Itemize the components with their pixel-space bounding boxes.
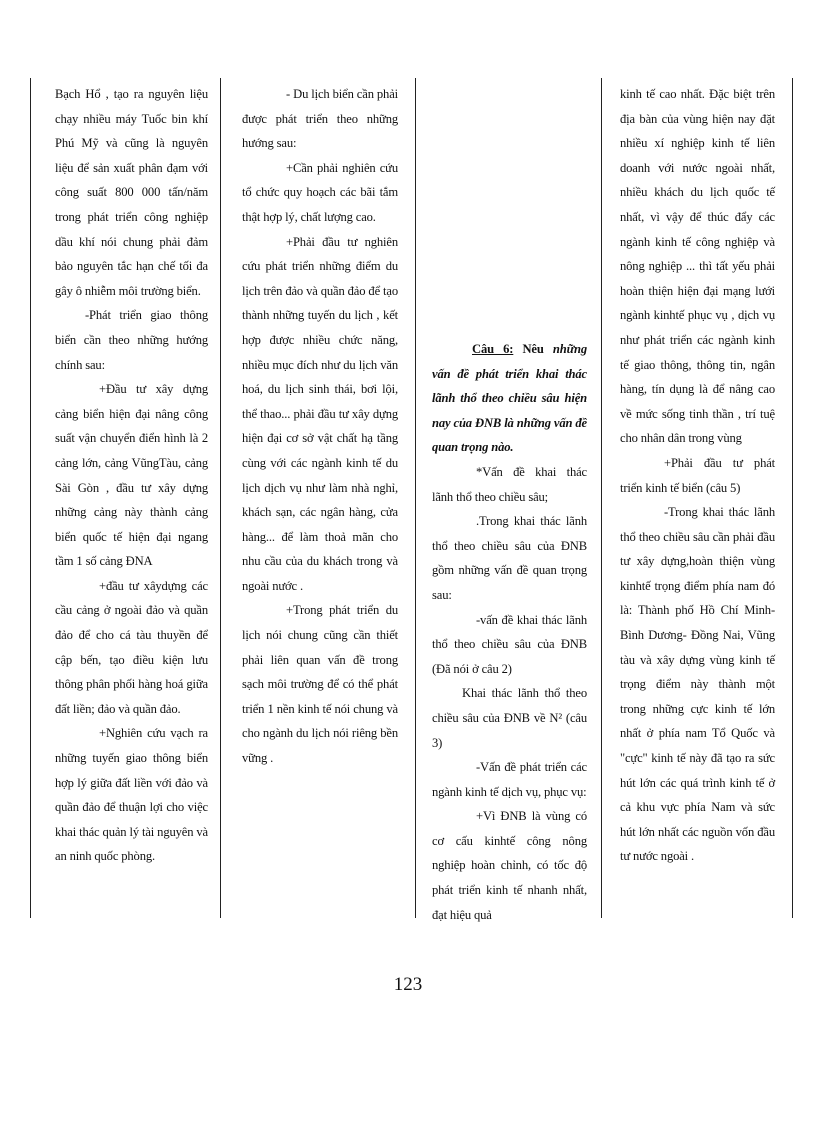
question-lead: Nêu: [513, 342, 553, 356]
paragraph: +Cần phải nghiên cứu tổ chức quy hoạch các bãi tắm thật hợp lý, chất lượng cao.: [242, 160, 398, 224]
question-label: Câu 6:: [472, 342, 514, 356]
paragraph: kinh tế cao nhất. Đặc biệt trên địa bàn của vùng hiện nay đặt nhiều xí nghiệp kinh tế liên doanh với nước ngoài nhất, nhiều khách du lịch quốc tế nhất, vì vậy để thúc đẩy các ngành kinh tế công nghiệp và nông nghiệp ... thì tất yếu phải hoàn thiện hiện đại mạng lưới ngành kinhtế phục vụ , dịch vụ như phát triển các ngành kinh tế giao thông, thông tin, ngân hàng, tín dụng là để nâng cao về mức sống tinh thần , trí tuệ cho nhân dân trong vùng: [620, 87, 775, 446]
paragraph: +Phải đầu tư nghiên cứu phát triển những điểm du lịch trên đảo và quần đảo để tạo thành những tuyến du lịch , kết hợp được nhiều chức năng, nhiều mục đích như du lịch văn hoá, du lịch sinh thái, bơi lội, thể thao... phải đầu tư xây dựng hiện đại cơ sở vật chất hạ tầng cùng với các ngành kinh tế du lịch dịch vụ như làm nhà nghỉ, khách sạn, các ngân hàng, cửa hàng... để làm thoả mãn cho nhu cầu của du khách trong và ngoài nước .: [242, 234, 398, 593]
paragraph: .Trong khai thác lãnh thổ theo chiều sâu của ĐNB gồm những vấn đề quan trọng sau:: [432, 514, 587, 602]
column-rule-1: [220, 78, 221, 918]
paragraph: -Phát triển giao thông biển cần theo những hướng chính sau:: [55, 308, 208, 372]
paragraph: -Vấn đề phát triển các ngành kinh tế dịch vụ, phục vụ:: [432, 760, 587, 799]
paragraph: +Vì ĐNB là vùng có cơ cấu kinhtế công nông nghiệp hoàn chỉnh, có tốc độ phát triển kinh tế nhanh nhất, đạt hiệu quả: [432, 809, 587, 922]
column-rule-right: [792, 78, 793, 918]
paragraph: -vấn đề khai thác lãnh thổ theo chiều sâu của ĐNB (Đã nói ở câu 2): [432, 612, 587, 676]
paragraph: -Trong khai thác lãnh thổ theo chiều sâu cần phải đầu tư xây dựng,hoàn thiện vùng kinhtế trọng điểm phía nam đó là: Thành phố Hồ Chí Minh- Bình Dương- Đồng Nai, Vũng tàu và xây dựng vùng kinh tế trọng điểm này thành một trong những cực kinh tế lớn nhất ở phía nam Tổ Quốc và "cực" kinh tế này đã tạo ra sức hút lớn các quá trình kinh tế ở cả khu vực phía Nam và sức hút lớn nhất các nguồn vốn đầu tư nước ngoài .: [620, 505, 775, 864]
paragraph: +đầu tư xâydựng các cầu cảng ở ngoài đảo và quần đảo để cho cá tàu thuyền để cập bến, tạo điều kiện lưu thông phân phối hàng hoá giữa đất liền; đảo và quần đảo.: [55, 578, 208, 716]
paragraph: +Phải đầu tư phát triển kinh tế biển (câu 5): [620, 455, 775, 495]
paragraph: +Đầu tư xây dựng cảng biển hiện đại nâng công suất vận chuyển điển hình là 2 cảng lớn, cảng VũngTàu, cảng Sài Gòn , đầu tư xây dựng những cảng này thành cảng biển quốc tế hiện đại ngang tầm 1 số cảng ĐNA: [55, 382, 208, 569]
column-rule-2: [415, 78, 416, 918]
column-2: [242, 82, 398, 771]
column-4: [620, 82, 775, 869]
paragraph: Bạch Hổ , tạo ra nguyên liệu chạy nhiều máy Tuốc bin khí Phú Mỹ và cũng là nguyên liệu để sản xuất phân đạm với công suất 800 000 tấn/năm trong phát triển công nghiệp dầu khí nói chung phải đảm bảo nguyên tắc hạn chế tối đa gây ô nhiễm môi trường biển.: [55, 87, 208, 298]
paragraph: - Du lịch biển cần phải được phát triển theo những hướng sau:: [242, 87, 398, 151]
paragraph: +Trong phát triển du lịch nói chung cũng cần thiết phải liên quan vấn đề trong sạch môi trường để có thể phát triển 1 nền kinh tế nói chung và cho ngành du lịch nói riêng bền vững .: [242, 603, 398, 766]
question-heading: [432, 337, 587, 460]
column-rule-3: [601, 78, 602, 918]
page-number: 123: [393, 974, 423, 995]
column-rule-left: [30, 78, 31, 918]
paragraph: Khai thác lãnh thổ theo chiều sâu của ĐNB về N² (câu 3): [432, 686, 587, 750]
paragraph: *Vấn đề khai thác lãnh thổ theo chiều sâu;: [432, 464, 587, 504]
column-1: [55, 82, 208, 869]
paragraph: +Nghiên cứu vạch ra những tuyến giao thông biển hợp lý giữa đất liền với đảo và quần đảo để thuận lợi cho việc khai thác quản lý tài nguyên và an ninh quốc phòng.: [55, 726, 208, 864]
question-text: những vấn đề phát triển khai thác lãnh thổ theo chiều sâu hiện nay của ĐNB là những vấn đề quan trọng nào.: [432, 342, 587, 455]
column-3: [432, 337, 587, 927]
